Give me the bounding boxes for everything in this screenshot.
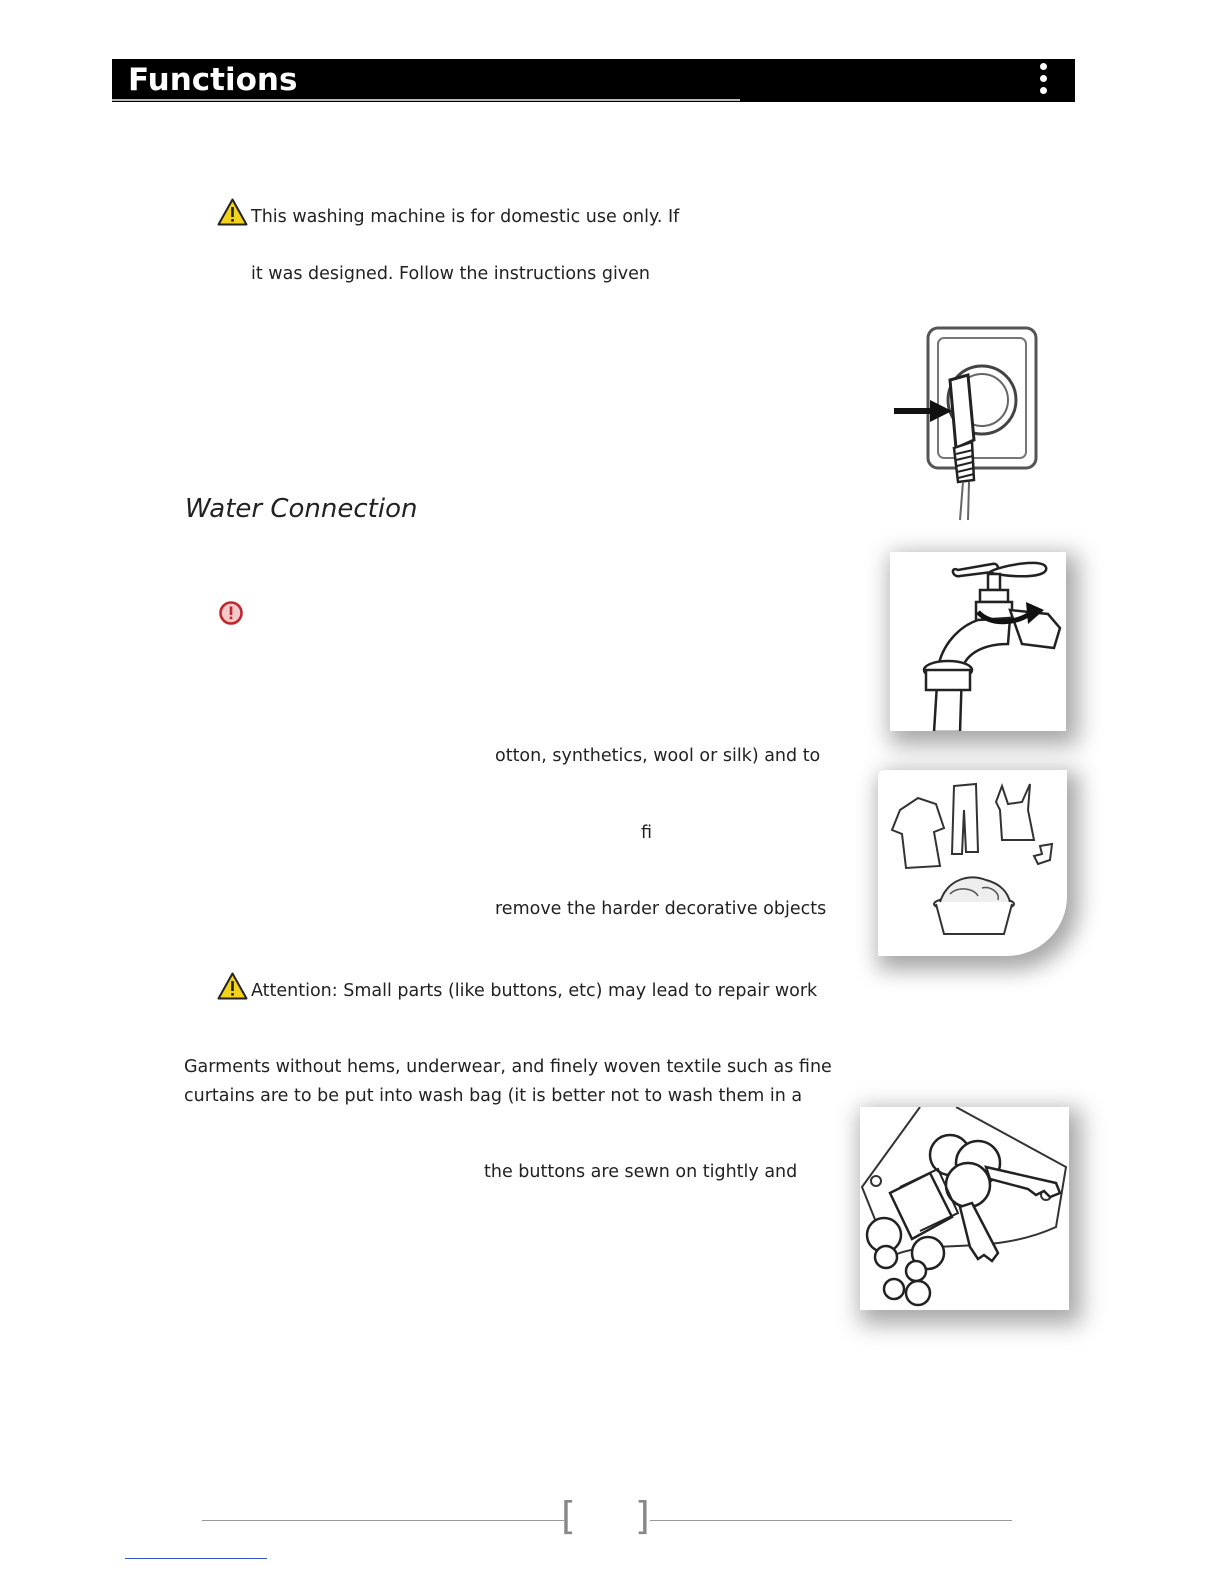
water-connection-heading: Water Connection bbox=[185, 494, 418, 524]
header-dots bbox=[1040, 63, 1048, 99]
plug-socket-illustration bbox=[870, 320, 1050, 540]
sorting-text: otton, synthetics, wool or silk) and to bbox=[495, 746, 821, 766]
keys-coins-illustration-frame bbox=[860, 1107, 1069, 1310]
garments-text-1: Garments without hems, underwear, and finely woven textile such as fine bbox=[184, 1057, 832, 1077]
warning-triangle-icon bbox=[217, 198, 248, 226]
footer-rule-right bbox=[650, 1520, 1012, 1521]
attention-text: Attention: Small parts (like buttons, etc) may lead to repair work bbox=[251, 981, 818, 1001]
garments-text-2: curtains are to be put into wash bag (it is better not to wash them in a bbox=[184, 1086, 803, 1106]
footer-bracket-left: [ bbox=[561, 1494, 576, 1538]
header-underline bbox=[112, 99, 740, 101]
clothes-illustration-frame bbox=[878, 770, 1067, 956]
footer-rule-left bbox=[202, 1520, 564, 1521]
tap-illustration-frame bbox=[890, 552, 1066, 731]
fragment-text: fi bbox=[641, 823, 653, 843]
decorative-objects-text: remove the harder decorative objects bbox=[495, 899, 827, 919]
domestic-use-text-2: it was designed. Follow the instructions given bbox=[251, 264, 651, 284]
warning-triangle-icon bbox=[217, 972, 248, 1000]
footer-bracket-right: ] bbox=[635, 1494, 650, 1538]
laundry-clothes-illustration bbox=[878, 770, 1067, 956]
footer-link-underline bbox=[125, 1558, 267, 1559]
pocket-items-illustration bbox=[860, 1107, 1069, 1310]
page-header bbox=[112, 59, 1075, 102]
buttons-text: the buttons are sewn on tightly and bbox=[484, 1162, 798, 1182]
page-title: Functions bbox=[128, 62, 298, 98]
water-tap-illustration bbox=[890, 552, 1066, 731]
domestic-use-text-1: This washing machine is for domestic use only. If bbox=[251, 207, 680, 227]
caution-circle-icon bbox=[218, 600, 244, 626]
